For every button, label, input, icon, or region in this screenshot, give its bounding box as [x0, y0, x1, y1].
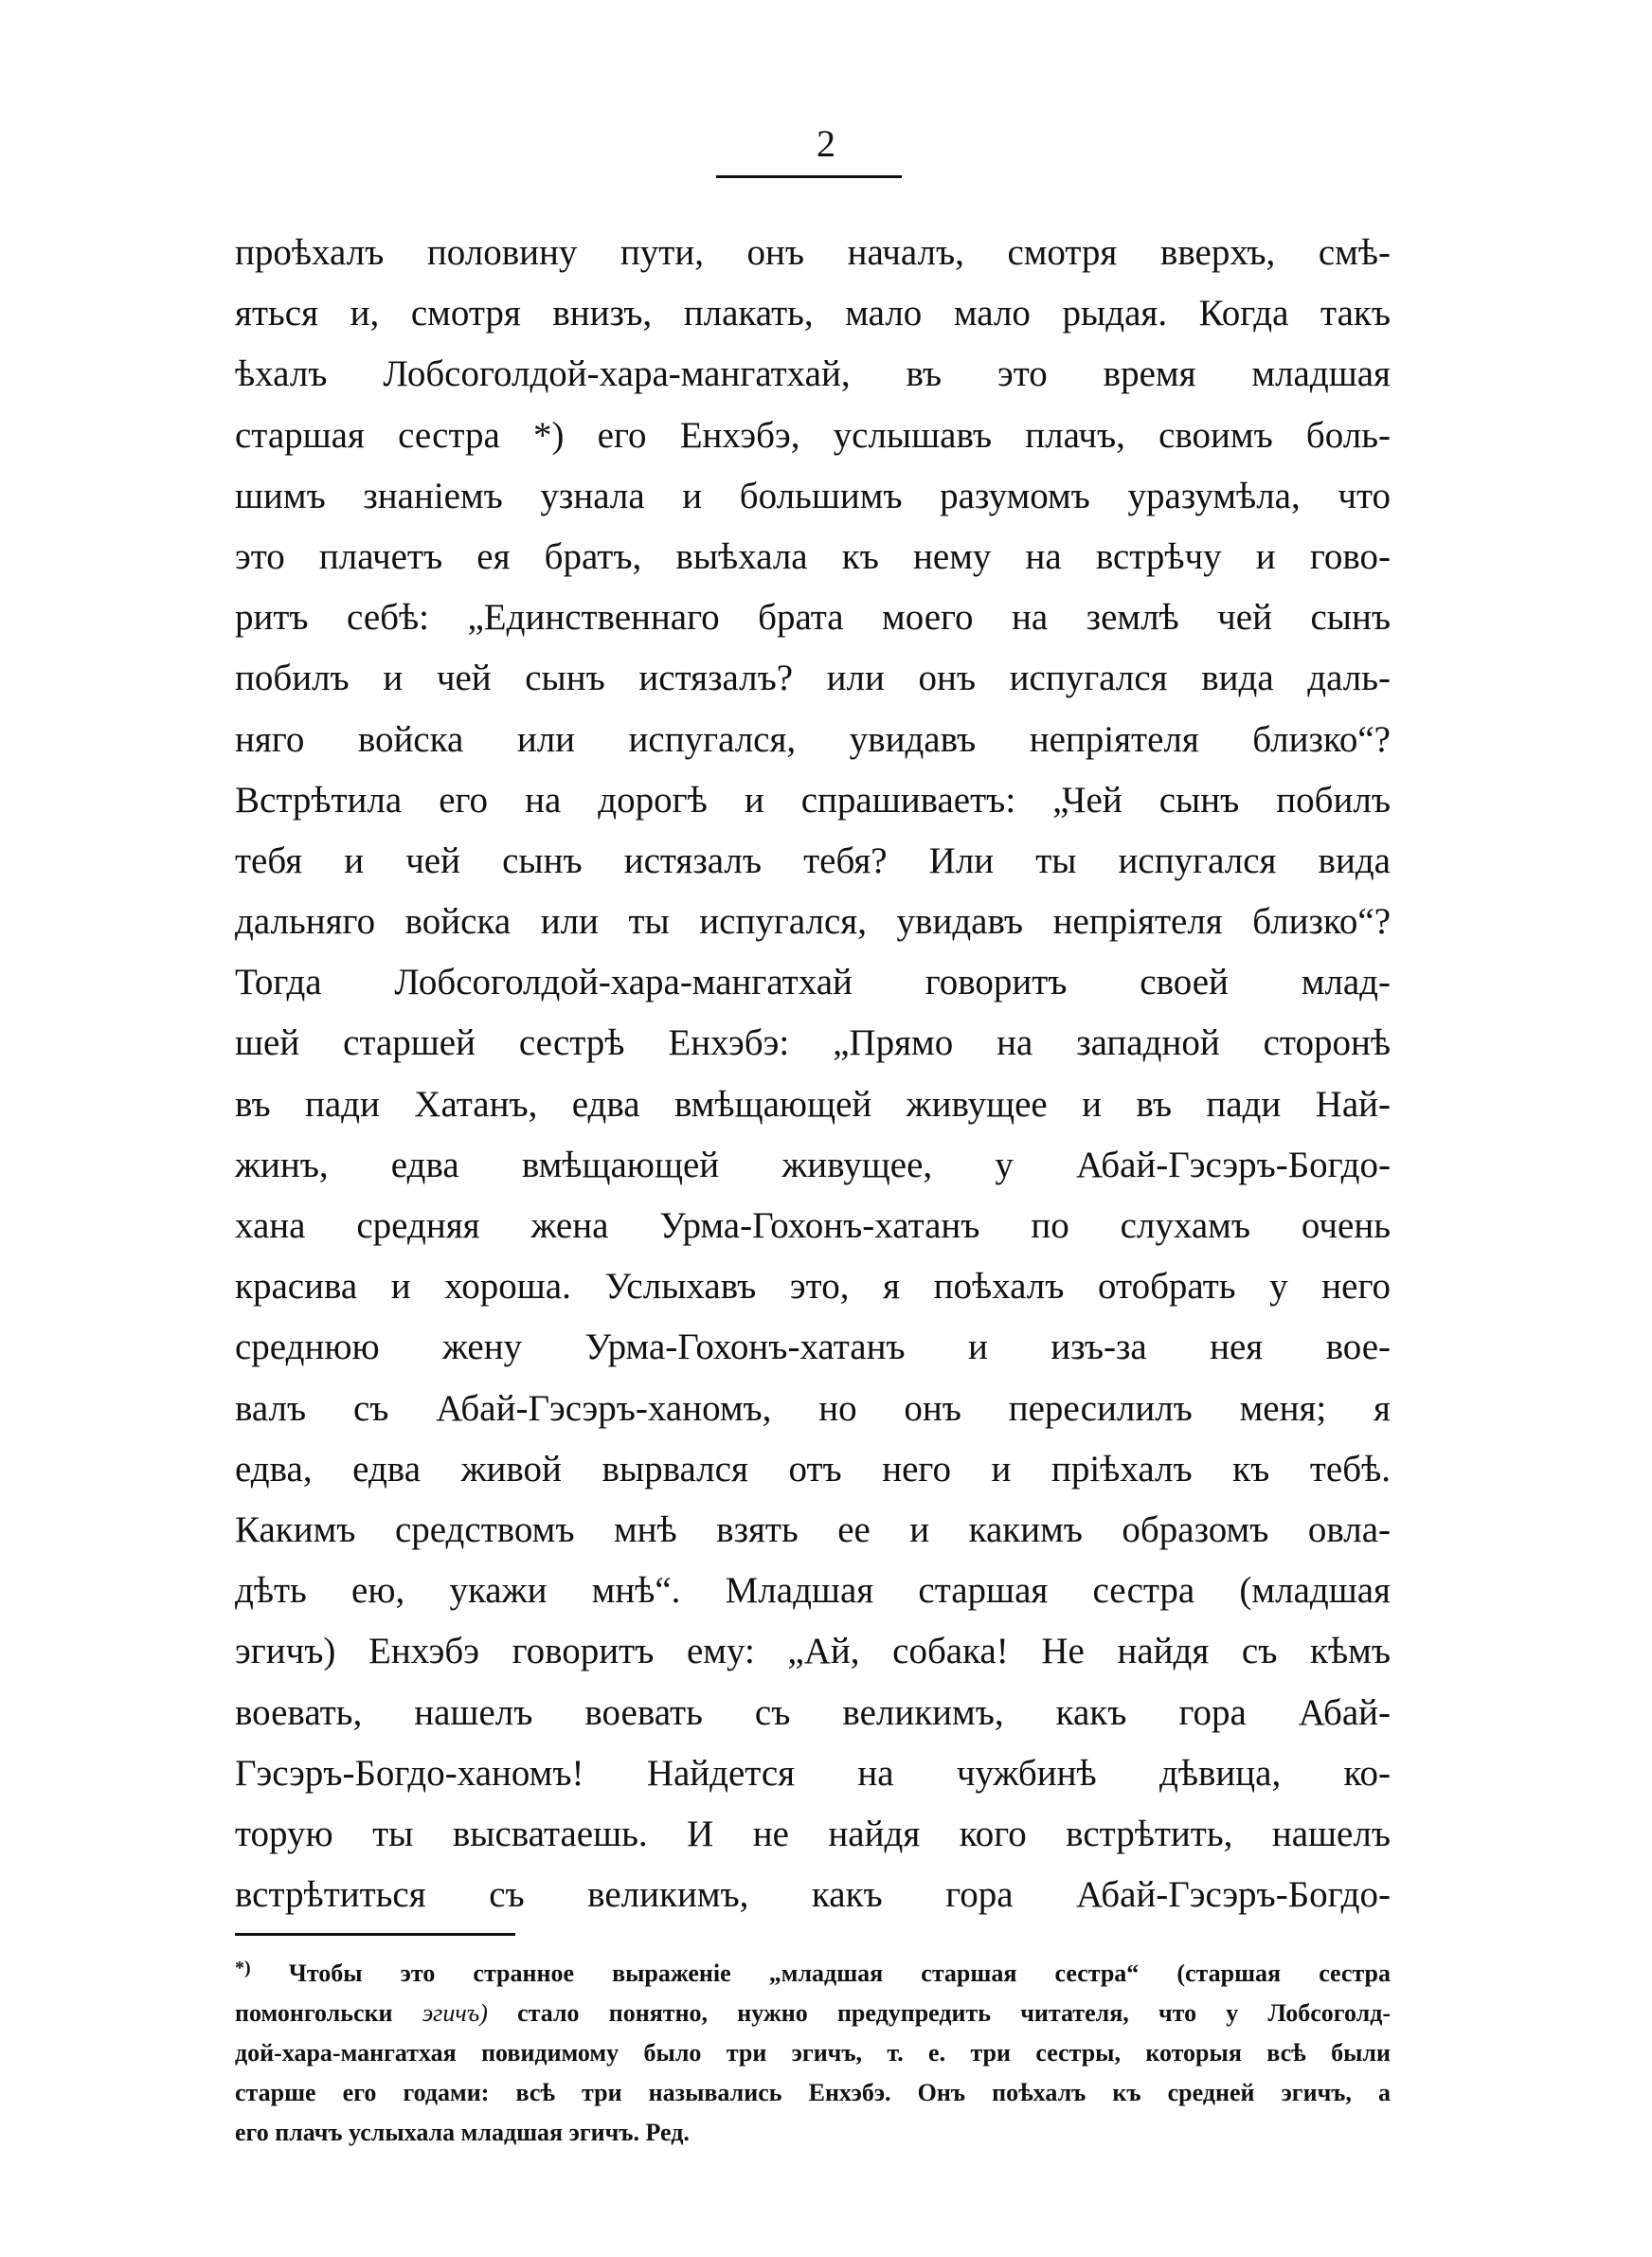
- body-line: тебя и чей сынъ истязалъ тебя? Или ты испугался вида: [235, 840, 1391, 881]
- body-line: торую ты высватаешь. И не найдя кого встрѣтить, нашелъ: [235, 1813, 1391, 1854]
- body-line: эгичъ) Енхэбэ говоритъ ему: „Ай, собака! Не найдя съ кѣмъ: [235, 1631, 1391, 1672]
- body-line: Встрѣтила его на дорогѣ и спрашиваетъ: „Чей сынъ побилъ: [235, 779, 1391, 821]
- body-line: ритъ себѣ: „Единственнаго брата моего на землѣ чей сынъ: [235, 597, 1391, 639]
- body-line: въ пади Хатанъ, едва вмѣщающей живущее и въ пади Най-: [235, 1083, 1391, 1125]
- body-line: шей старшей сестрѣ Енхэбэ: „Прямо на западной сторонѣ: [235, 1022, 1391, 1064]
- body-line: валъ съ Абай-Гэсэръ-ханомъ, но онъ пересилилъ меня; я: [235, 1387, 1391, 1429]
- page-number-rule: [716, 175, 902, 178]
- body-line: красива и хороша. Услыхавъ это, я поѣхалъ отобрать у него: [235, 1266, 1391, 1308]
- footnote-line: [235, 1954, 1391, 1994]
- body-line: это плачетъ ея братъ, выѣхала къ нему на встрѣчу и гово-: [235, 535, 1391, 577]
- footnote-rule: [235, 1933, 515, 1936]
- body-text: [235, 223, 1391, 1925]
- footnote-marker: *): [235, 1958, 251, 1978]
- body-line: воевать, нашелъ воевать съ великимъ, какъ гора Абай-: [235, 1691, 1391, 1733]
- body-line: Какимъ средствомъ мнѣ взять ее и какимъ образомъ овла-: [235, 1508, 1391, 1550]
- footnote-line: [235, 1994, 1391, 2033]
- body-line: няго войска или испугался, увидавъ непріятеля близко“?: [235, 718, 1391, 760]
- body-line: жинъ, едва вмѣщающей живущее, у Абай-Гэсэръ-Богдо-: [235, 1144, 1391, 1185]
- body-line: среднюю жену Урма-Гохонъ-хатанъ и изъ-за нея вое-: [235, 1327, 1391, 1368]
- footnote-text: помонгольски: [235, 1999, 393, 2027]
- body-line: встрѣтиться съ великимъ, какъ гора Абай-Гэсэръ-Богдо-: [235, 1874, 1391, 1916]
- body-line: яться и, смотря внизъ, плакать, мало мало рыдая. Когда такъ: [235, 293, 1391, 334]
- footnote-italic-term: эгичъ): [422, 1999, 488, 2027]
- body-line: проѣхалъ половину пути, онъ началъ, смотря вверхъ, смѣ-: [235, 232, 1391, 273]
- footnote-line: его плачъ услыхала младшая эгичъ. Ред.: [235, 2119, 690, 2146]
- footnote-text: Чтобы это странное выраженіе „младшая старшая сестра“ (старшая сестра: [288, 1959, 1391, 1987]
- body-line: дальняго войска или ты испугался, увидавъ непріятеля близко“?: [235, 901, 1391, 943]
- body-line: ѣхалъ Лобсоголдой-хара-мангатхай, въ это время младшая: [235, 353, 1391, 395]
- body-line: побилъ и чей сынъ истязалъ? или онъ испугался вида даль-: [235, 658, 1391, 699]
- footnote-text: стало понятно, нужно предупредить читателя, что у Лобсоголд-: [517, 1999, 1391, 2027]
- body-line: шимъ знаніемъ узнала и большимъ разумомъ уразумѣла, что: [235, 475, 1391, 516]
- page-number: 2: [817, 122, 835, 165]
- footnote-line: дой-хара-мангатхая повидимому было три эгичъ, т. е. три сестры, которыя всѣ были: [235, 2039, 1391, 2067]
- footnote: [235, 1954, 1391, 2153]
- footnote-line: старше его годами: всѣ три назывались Енхэбэ. Онъ поѣхалъ къ средней эгичъ, а: [235, 2079, 1391, 2106]
- body-line: едва, едва живой вырвался отъ него и пріѣхалъ къ тебѣ.: [235, 1448, 1391, 1490]
- body-line: Тогда Лобсоголдой-хара-мангатхай говоритъ своей млад-: [235, 962, 1391, 1003]
- body-line: дѣть ею, укажи мнѣ“. Младшая старшая сестра (младшая: [235, 1570, 1391, 1612]
- body-line: старшая сестра *) его Енхэбэ, услышавъ плачъ, своимъ боль-: [235, 414, 1391, 456]
- body-line: Гэсэръ-Богдо-ханомъ! Найдется на чужбинѣ дѣвица, ко-: [235, 1752, 1391, 1794]
- body-line: хана средняя жена Урма-Гохонъ-хатанъ по слухамъ очень: [235, 1205, 1391, 1246]
